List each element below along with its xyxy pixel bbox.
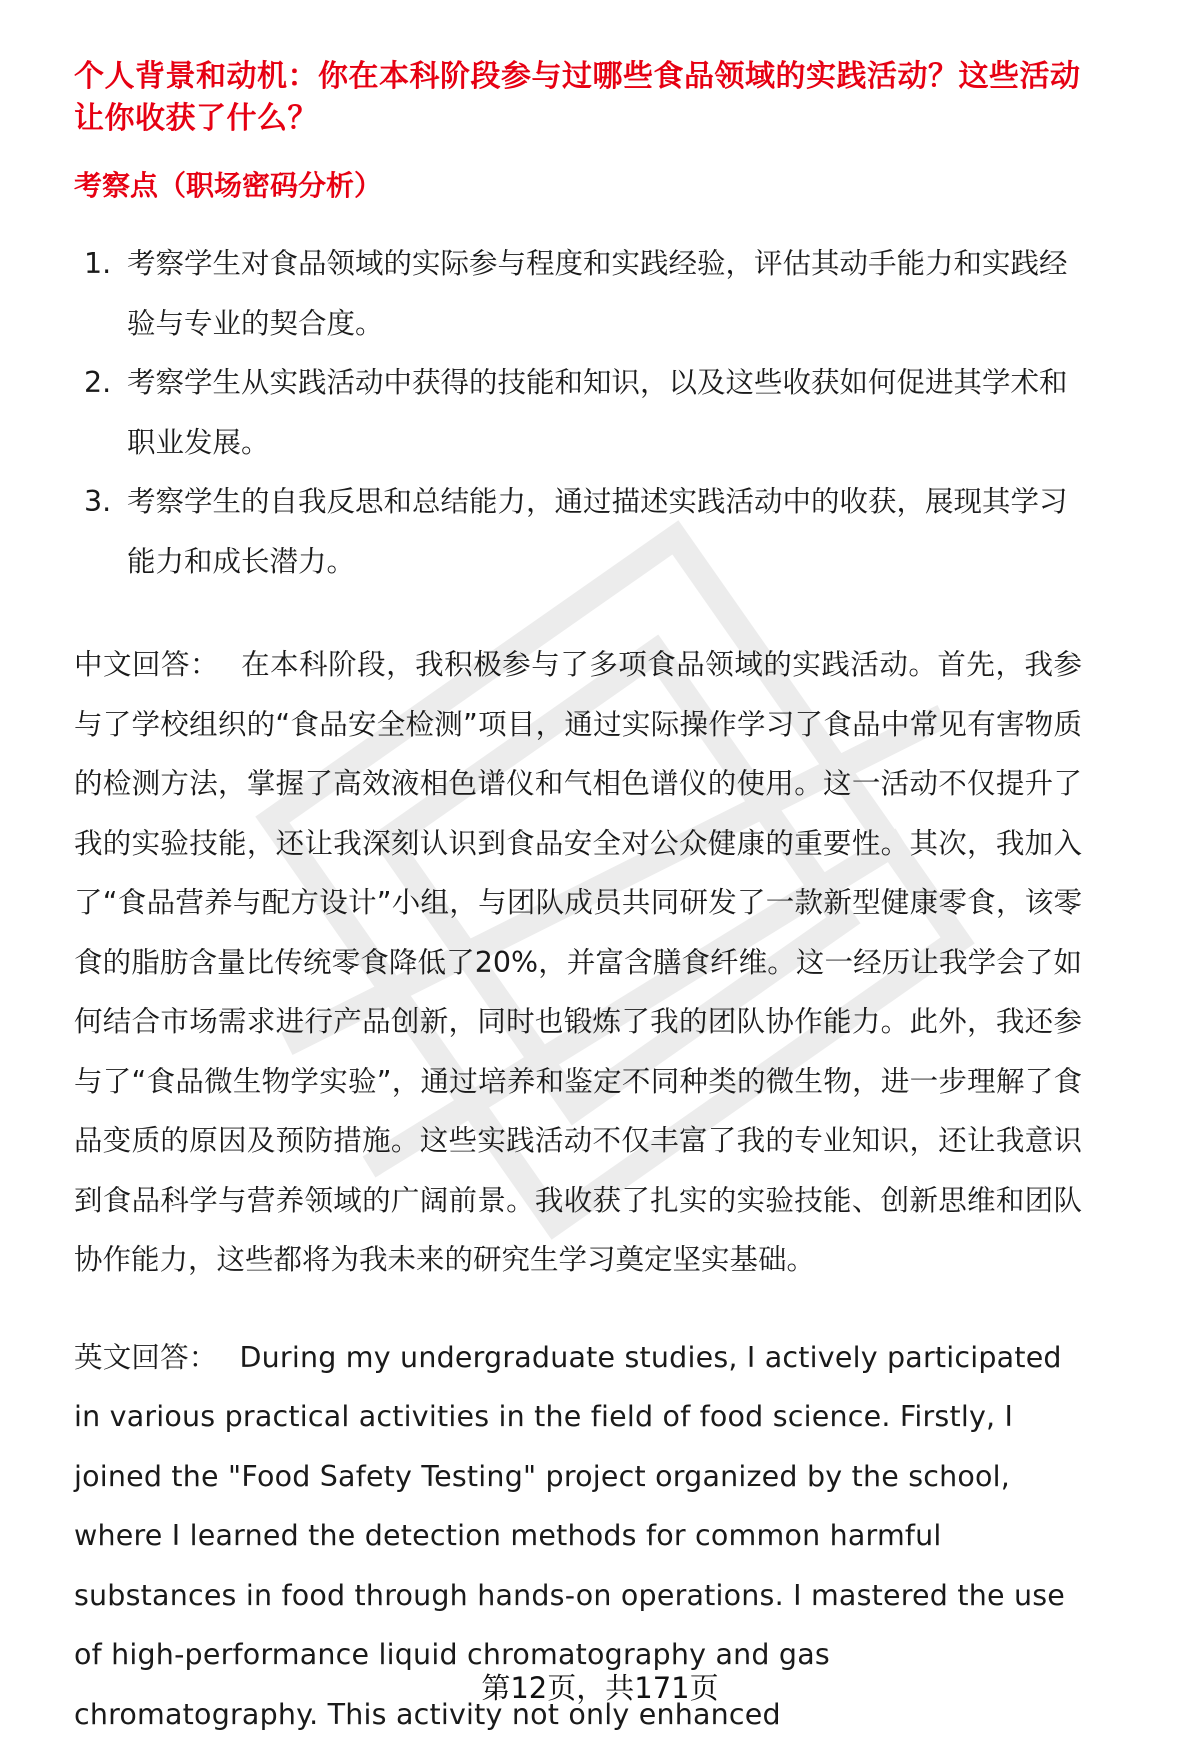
point-text: 考察学生从实践活动中获得的技能和知识，以及这些收获如何促进其学术和职业发展。 [127, 366, 1068, 459]
chinese-answer-label: 中文回答： [74, 648, 220, 681]
chinese-answer [74, 635, 1082, 1290]
english-answer-text: During my undergraduate studies, I actively participated in various practical activities in the field of food science. Firstly, I joined the "Food Safety Testing" project organized by the school, where I learned the detection methods for common harmful substances in food through hands-on operations. I mastered the use of high-performance liquid chromatography and gas chromatography. This activity not only enhanced [74, 1340, 1066, 1731]
page-number-footer: 第12页，共171页 [481, 1671, 719, 1705]
english-answer-label: 英文回答： [74, 1340, 218, 1374]
analysis-point [74, 472, 1082, 591]
question-title: 个人背景和动机：你在本科阶段参与过哪些食品领域的实践活动？这些活动让你收获了什么？ [74, 59, 1081, 136]
point-number: 1. [84, 247, 112, 280]
analysis-points-list [74, 234, 1082, 591]
analysis-heading: 考察点（职场密码分析） [74, 169, 383, 202]
point-text: 考察学生的自我反思和总结能力，通过描述实践活动中的收获，展现其学习能力和成长潜力。 [127, 485, 1068, 578]
point-number: 2. [84, 366, 112, 399]
point-number: 3. [84, 485, 112, 518]
analysis-point [74, 353, 1082, 472]
chinese-answer-text: 在本科阶段，我积极参与了多项食品领域的实践活动。首先，我参与了学校组织的“食品安全检测”项目，通过实际操作学习了食品中常见有害物质的检测方法，掌握了高效液相色谱仪和气相色谱仪的使用。这一活动不仅提升了我的实验技能，还让我深刻认识到食品安全对公众健康的重要性。其次，我加入了“食品营养与配方设计”小组，与团队成员共同研发了一款新型健康零食，该零食的脂肪含量比传统零食降低了20%，并富含膳食纤维。这一经历让我学会了如何结合市场需求进行产品创新，同时也锻炼了我的团队协作能力。此外，我还参与了“食品微生物学实验”，通过培养和鉴定不同种类的微生物，进一步理解了食品变质的原因及预防措施。这些实践活动不仅丰富了我的专业知识，还让我意识到食品科学与营养领域的广阔前景。我收获了扎实的实验技能、创新思维和团队协作能力，这些都将为我未来的研究生学习奠定坚实基础。 [74, 648, 1082, 1276]
point-text: 考察学生对食品领域的实际参与程度和实践经验，评估其动手能力和实践经验与专业的契合度。 [127, 247, 1068, 340]
analysis-point [74, 234, 1082, 353]
